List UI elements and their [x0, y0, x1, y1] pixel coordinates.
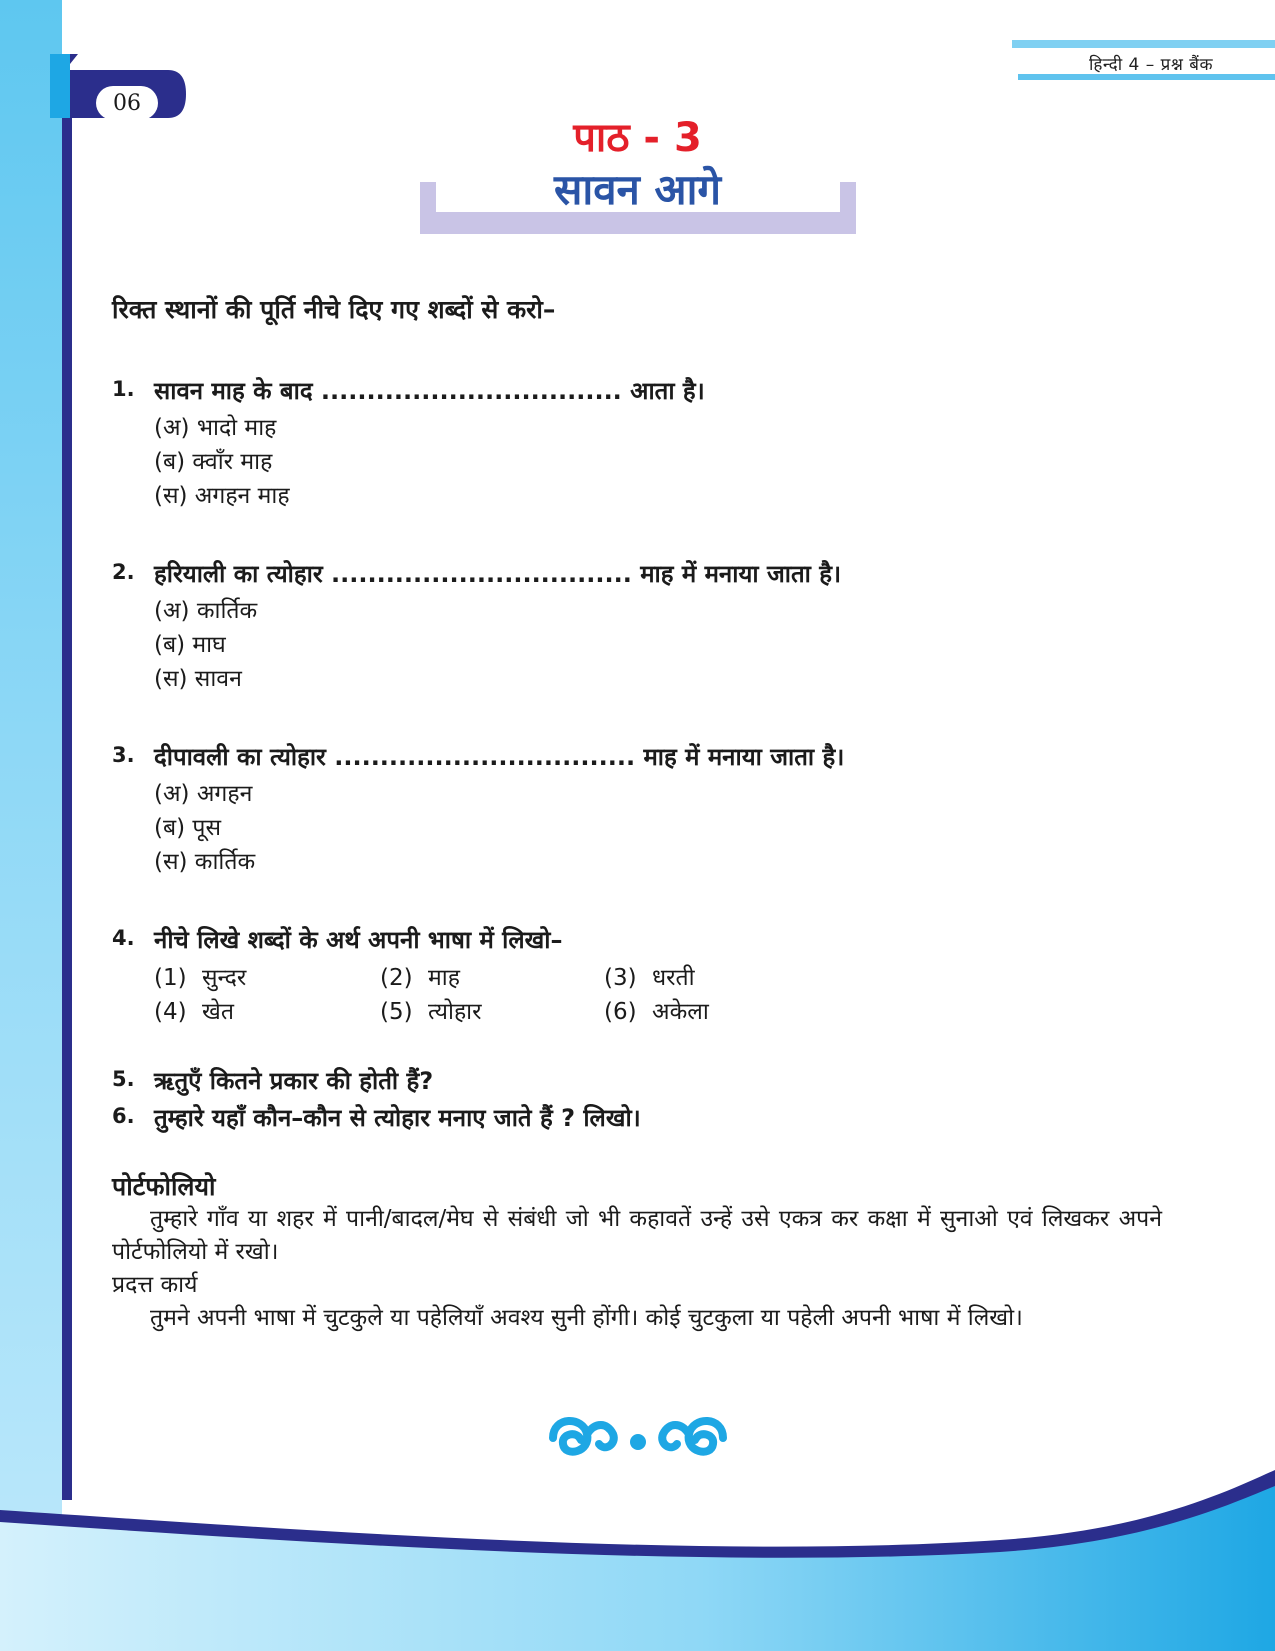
question-number: 3.: [112, 743, 135, 767]
left-navy-rule: [62, 70, 72, 1500]
word: त्योहार: [428, 999, 482, 1025]
word-index: (6): [604, 999, 637, 1025]
word-list: [154, 962, 1162, 1028]
option: (अ) कार्तिक: [154, 598, 258, 624]
question-2: [112, 557, 1162, 696]
question-number: 1.: [112, 377, 135, 401]
word-item: [154, 962, 380, 994]
page-number: 06: [96, 86, 158, 120]
word: माह: [428, 965, 460, 991]
word-index: (3): [604, 965, 637, 991]
word-item: [154, 996, 380, 1028]
question-text: तुम्हारे यहाँ कौन–कौन से त्योहार मनाए जाते हैं ? लिखो।: [154, 1104, 641, 1132]
word: खेत: [202, 999, 234, 1025]
worksheet-content: [112, 292, 1162, 1335]
word-index: (1): [154, 965, 187, 991]
question-text: दीपावली का त्योहार ................................. माह में मनाया जाता है।: [154, 743, 845, 771]
option: (स) अगहन माह: [154, 483, 290, 509]
question-text: सावन माह के बाद ................................. आता है।: [154, 377, 705, 405]
word: धरती: [652, 965, 695, 991]
left-decorative-band: [0, 0, 62, 1651]
flourish-ornament-icon: [543, 1408, 733, 1466]
question-number: 5.: [112, 1067, 135, 1091]
word-index: (2): [380, 965, 413, 991]
question-text: नीचे लिखे शब्दों के अर्थ अपनी भाषा में लिखो–: [154, 926, 563, 954]
option: (ब) माघ: [154, 632, 226, 658]
question-text: ऋतुएँ कितने प्रकार की होती हैं?: [154, 1067, 434, 1095]
option: (ब) पूस: [154, 815, 222, 841]
header-accent-bar: [1012, 40, 1275, 48]
lesson-title: सावन आगे: [553, 165, 722, 214]
option: (अ) अगहन: [154, 781, 253, 807]
question-number: 4.: [112, 926, 135, 950]
portfolio-section: [112, 1170, 1162, 1335]
option: (स) सावन: [154, 666, 242, 692]
question-1: [112, 374, 1162, 513]
question-6: [112, 1101, 1162, 1134]
word-item: [380, 962, 604, 994]
question-5: [112, 1064, 1162, 1097]
word-index: (4): [154, 999, 187, 1025]
word-item: [604, 996, 824, 1028]
bottom-wave-decoration: [0, 1470, 1275, 1651]
word: अकेला: [652, 999, 709, 1025]
word-index: (5): [380, 999, 413, 1025]
option: (ब) क्वाँर माह: [154, 449, 273, 475]
assignment-text: तुमने अपनी भाषा में चुटकुले या पहेलियाँ अवश्य सुनी होंगी। कोई चुटकुला या पहेली अपनी भाषा में लिखो।: [150, 1305, 1023, 1331]
portfolio-title: पोर्टफोलियो: [112, 1172, 216, 1201]
word-item: [380, 996, 604, 1028]
word-item: [604, 962, 824, 994]
lesson-number: पाठ - 3: [573, 115, 702, 161]
assignment-title: प्रदत्त कार्य: [112, 1272, 198, 1298]
instruction: रिक्त स्थानों की पूर्ति नीचे दिए गए शब्दों से करो–: [112, 295, 556, 324]
option: (स) कार्तिक: [154, 849, 256, 875]
word: सुन्दर: [202, 965, 247, 991]
question-number: 2.: [112, 560, 135, 584]
portfolio-text: तुम्हारे गाँव या शहर में पानी/बादल/मेघ से संबंधी जो भी कहावतें उन्हें उसे एकत्र कर कक्षा में सुनाओ एवं लिखकर अपने पोर्टफोलियो में रखो।: [112, 1206, 1162, 1265]
running-header: हिन्दी 4 – प्रश्न बैंक: [1089, 55, 1213, 75]
option: (अ) भादो माह: [154, 415, 277, 441]
question-number: 6.: [112, 1104, 135, 1128]
question-4: [112, 923, 1162, 1028]
question-3: [112, 740, 1162, 879]
question-text: हरियाली का त्योहार ................................. माह में मनाया जाता है।: [154, 560, 842, 588]
